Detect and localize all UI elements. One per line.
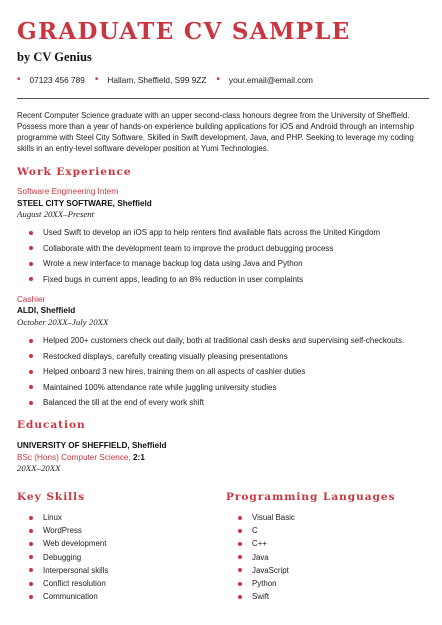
job-title: Cashier [17,295,46,304]
experience-heading: Work Experience [17,166,132,178]
list-item: Wrote a new interface to manage backup log data using Java and Python [17,256,380,272]
bullet-icon: • [94,74,99,85]
languages-heading: Programming Languages [226,491,396,503]
list-item: Restocked displays, carefully creating visually pleasing presentations [17,349,404,365]
job-bullets [17,225,380,287]
education-school: UNIVERSITY OF SHEFFIELD, Sheffield [17,441,167,450]
list-item: C [226,524,295,537]
languages-list [226,511,295,603]
bullet-icon: • [216,74,220,85]
list-item: Python [226,577,295,590]
list-item: Web development [17,537,108,550]
job-dates: August 20XX–Present [17,209,95,219]
list-item: Interpersonal skills [17,564,108,577]
header-divider [17,98,429,99]
job-company: STEEL CITY SOFTWARE, Sheffield [17,199,152,208]
page-title: GRADUATE CV SAMPLE [17,18,351,45]
education-dates: 20XX–20XX [17,463,61,473]
address-text: Hallam, Sheffield, S99 9ZZ [107,75,207,85]
list-item: Fixed bugs in current apps, leading to an 8% reduction in user complaints [17,272,380,288]
profile-summary: Recent Computer Science graduate with an upper second-class honours degree from the University of Sheffield. Possess more than a year of hands-on experience building applications for iOS and Android through an internship programme with Steel City Software. Skilled in Swift development, Java, and PHP. Seeking to leverage my coding skills in an entry-level software developer position at Yumi Technologies. [17,111,414,153]
list-item: Linux [17,511,108,524]
list-item: C++ [226,537,295,550]
list-item: WordPress [17,524,108,537]
list-item: Swift [226,590,295,603]
list-item: Used Swift to develop an iOS app to help renters find available flats across the United Kingdom [17,225,380,241]
list-item: Maintained 100% attendance rate while juggling university studies [17,380,404,396]
education-heading: Education [17,419,86,431]
list-item: Collaborate with the development team to improve the product debugging process [17,241,380,257]
contact-phone [17,75,85,85]
skills-heading: Key Skills [17,491,86,503]
contact-line [17,75,313,85]
phone-text: 07123 456 789 [29,75,85,85]
list-item: Communication [17,590,108,603]
list-item: JavaScript [226,564,295,577]
contact-email [216,75,313,85]
job-title: Software Engineering Intern [17,187,119,196]
education-degree: BSc (Hons) Computer Science, [17,453,131,462]
list-item: Balanced the till at the end of every work shift [17,395,404,411]
list-item: Helped onboard 3 new hires, training them on all aspects of cashier duties [17,364,404,380]
education-degree-line [17,453,145,462]
email-text: your.email@email.com [228,75,313,85]
list-item: Debugging [17,551,108,564]
contact-address [95,75,207,85]
list-item: Visual Basic [226,511,295,524]
education-grade: 2:1 [133,453,145,462]
byline: by CV Genius [17,50,92,64]
skills-list [17,511,108,603]
job-dates: October 20XX–July 20XX [17,317,109,327]
job-company: ALDI, Sheffield [17,306,76,315]
list-item: Java [226,551,295,564]
list-item: Helped 200+ customers check out daily, both at traditional cash desks and supervising self-checkouts. [17,333,404,349]
bullet-icon: • [17,74,21,85]
list-item: Conflict resolution [17,577,108,590]
job-bullets [17,333,404,411]
